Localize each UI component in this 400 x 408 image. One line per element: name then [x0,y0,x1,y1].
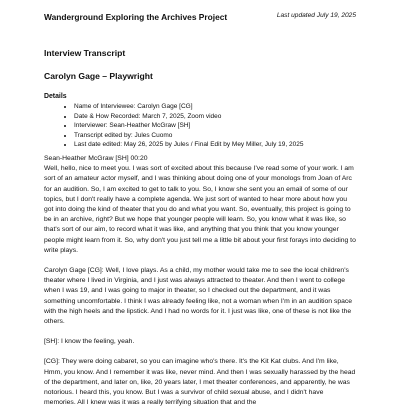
transcript-paragraph: Well, hello, nice to meet you. I was sort of excited about this because I've read some of your work. I am sort of an amateur actor myself, and I was thinking about doing one of your monologs from Joan of Arc for an audition. So, I am excited to get to talk to you. So, I know she sent you an email of some of our topics, but I don't really have a complete agenda. We just sort of wanted to hear more about how you got into doing the kind of theater that you do and what you want. So, eventually, this project is going to be in an archive, right? But we hope that younger people will learn. So, you know what it was like, so that's sort of our aim, to record what it was like, and anything that you think that you know younger people might learn from it. So, why don't you just tell me a little bit about your first forays into deciding to write plays. [44,165,356,254]
transcript-paragraph: [SH]: I know the feeling, yeah. [44,338,135,346]
details-item: • Interviewer: Sean-Heather McGraw [SH] [74,121,356,131]
transcript-paragraph: [CG]: They were doing cabaret, so you can imagine who's there. It's the Kit Kat clubs. And I'm like, Hmm, you know. And I remember it was like, never mind. And then I was sexually harassed by the head of the department, and later on, like, 20 years later, I met theater conferences, and apparently, he was notorious. I heard this, you know. But I was a survivor of child sexual abuse, and I didn't have memories. All I knew was it was a really terrifying situation that and the [44,358,356,407]
details-list [44,102,356,150]
details-heading: Details [44,93,67,100]
page-header [44,12,356,34]
details-item: • Name of Interviewee: Carolyn Gage [CG] [74,102,356,112]
interview-subject: Carolyn Gage – Playwright [44,71,153,81]
last-updated-date: Last updated July 19, 2025 [276,12,356,19]
details-item: • Last date edited: May 26, 2025 by Jules / Final Edit by Mey Miller, July 19, 2025 [74,140,356,150]
details-item: • Date & How Recorded: March 7, 2025, Zoom video [74,112,356,122]
speaker-timestamp: Sean-Heather McGraw [SH] 00:20 [44,154,148,162]
transcript-paragraph: Carolyn Gage [CG]: Well, I love plays. As a child, my mother would take me to see the local children's theater where I lived in Virginia, and I just was always attracted to theater. And then I went to college when I was 19, and I was going to major in theater, so I checked out the department, and it was something uncomfortable. I think I was already feeling like, not a woman when I'm in an audition space with the high heels and the lipstick. And I had no words for it. I just was like, one of these is not like the others. [44,267,353,326]
details-item: • Transcript edited by: Jules Cuomo [74,131,356,141]
document-title: Interview Transcript [44,48,126,58]
project-title: Wanderground Exploring the Archives Project [44,12,228,22]
